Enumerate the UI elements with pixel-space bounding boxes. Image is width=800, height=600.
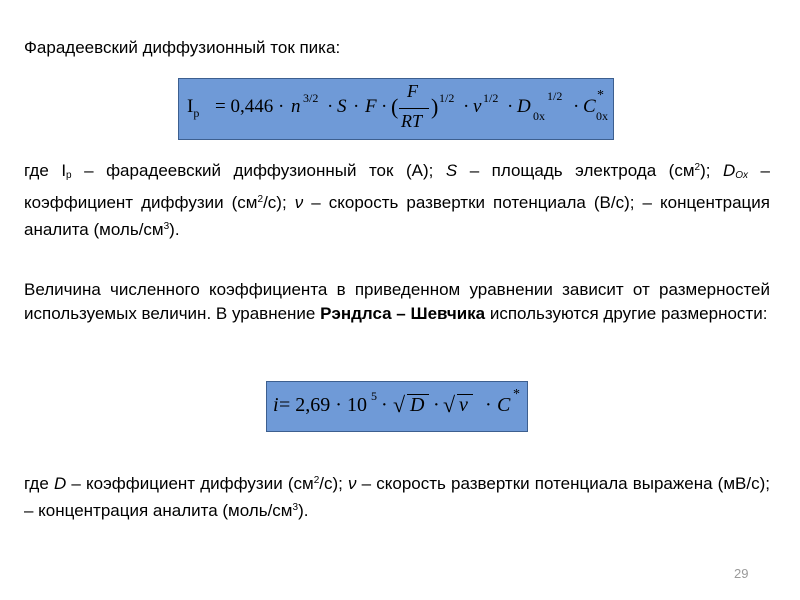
formula2-coefficient: = 2,69 · 10 bbox=[279, 394, 367, 416]
formula2-nu: ν bbox=[459, 394, 468, 416]
formula-D-subscript: 0x bbox=[533, 109, 545, 123]
formula-D-exponent: 1/2 bbox=[547, 89, 563, 103]
formula2-dot: · bbox=[433, 394, 440, 416]
units-paragraph: где D – коэффициент диффузии $(см^2/с)$; ν – скорость развертки потенциала выражена (мВ/с); – концентрация аналита $(моль/см^3)$. bbox=[24, 474, 770, 520]
formula-fraction-line bbox=[399, 108, 429, 109]
formula-fraction-numerator: F bbox=[407, 81, 418, 101]
formula2-C-superscript: * bbox=[513, 387, 520, 402]
coefficient-paragraph: Величина численного коэффициента в приведенном уравнении зависит от размерностей используемых величин. В уравнение Рэндлса – Шевчика используются другие размерности: bbox=[24, 280, 770, 323]
slide-heading: Фарадеевский диффузионный ток пика: bbox=[24, 38, 341, 57]
formula-C-subscript: 0x bbox=[596, 109, 608, 123]
formula-dot: · bbox=[507, 96, 514, 117]
page-number: 29 bbox=[734, 566, 749, 581]
formula-open-paren: ( bbox=[391, 94, 399, 119]
formula2-dot: · bbox=[381, 394, 388, 416]
formula-dot: · bbox=[381, 96, 388, 117]
formula-coefficient: = 0,446 · bbox=[215, 96, 285, 117]
formula-dot: · bbox=[463, 96, 470, 117]
formula-lhs: $I_p$ bbox=[187, 96, 200, 120]
randles-sevcik-name: Рэндлса – Шевчика bbox=[320, 304, 486, 323]
formula-dot: · bbox=[353, 96, 360, 117]
sqrt-icon: √ bbox=[393, 392, 406, 417]
formula-C-superscript: * bbox=[597, 88, 604, 103]
formula2-i: i bbox=[273, 394, 279, 416]
formula-n: n bbox=[291, 96, 301, 117]
formula2-dot: · bbox=[485, 394, 492, 416]
formula-D: D bbox=[517, 96, 531, 117]
formula-dot: · bbox=[573, 96, 580, 117]
formula-close-paren: ) bbox=[431, 94, 439, 119]
formula2-D: D bbox=[410, 394, 425, 416]
formula2-C: C bbox=[497, 394, 511, 416]
formula-fraction-denominator: RT bbox=[401, 111, 423, 131]
formula-C: C bbox=[583, 96, 596, 117]
sqrt-icon: √ bbox=[443, 392, 456, 417]
formula-n-exponent: 3/2 bbox=[303, 91, 319, 105]
peak-current-formula bbox=[178, 78, 614, 140]
formula-S: S bbox=[337, 96, 347, 117]
formula-dot: · bbox=[327, 96, 334, 117]
formula-nu: ν bbox=[473, 96, 482, 117]
formula-nu-exponent: 1/2 bbox=[483, 91, 499, 105]
formula-paren-exponent: 1/2 bbox=[439, 91, 455, 105]
formula-F: F bbox=[365, 96, 377, 117]
definitions-paragraph: где $I_p$ – фарадеевский диффузионный ток (А); S – площадь электрода $(см^2)$; $D_{Ox}$ – коэффициент диффузии $(см^2/с)$; ν – скорость развертки потенциала (В/с); – концентрация аналита $(моль/см^3)$. bbox=[24, 161, 770, 239]
formula2-exponent: 5 bbox=[371, 389, 377, 403]
randles-sevcik-formula bbox=[266, 381, 528, 432]
